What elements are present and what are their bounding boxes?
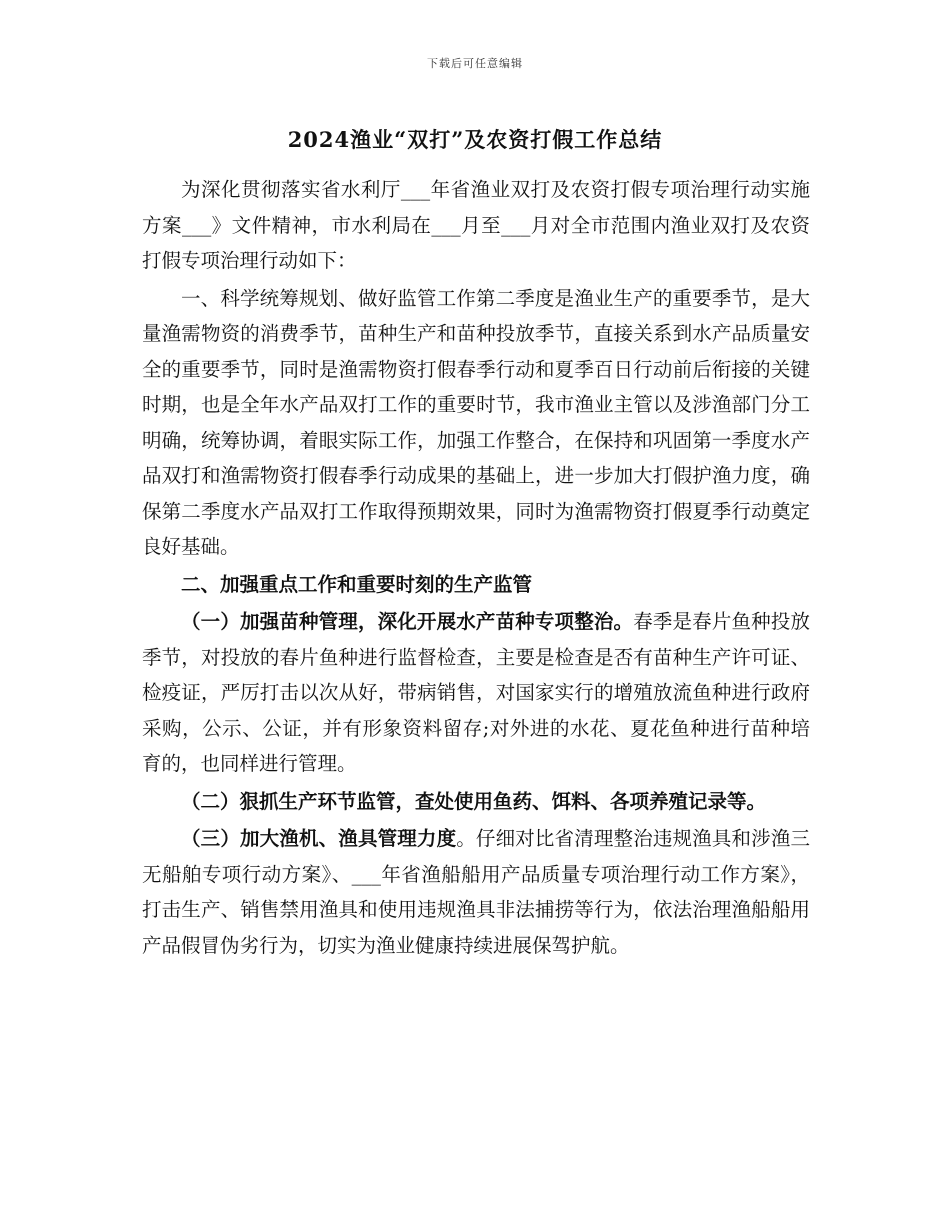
paragraph-intro: 为深化贯彻落实省水利厅___年省渔业双打及农资打假专项治理行动实施方案___》文件精神，市水利局在___月至___月对全市范围内渔业双打及农资打假专项治理行动如下： (142, 178, 810, 272)
paragraph-subsection-2: （二）狠抓生产环节监管，查处使用鱼药、饵料、各项养殖记录等。 (181, 789, 767, 813)
paragraph-section-1: 一、科学统筹规划、做好监管工作第二季度是渔业生产的重要季节，是大量渔需物资的消费季节，苗种生产和苗种投放季节，直接关系到水产品质量安全的重要季节，同时是渔需物资打假春季行动和夏季百日行动前后衔接的关键时期，也是全年水产品双打工作的重要时节，我市渔业主管以及涉渔部门分工明确，统筹协调，着眼实际工作，加强工作整合，在保持和巩固第一季度水产品双打和渔需物资打假春季行动成果的基础上，进一步加大打假护渔力度，确保第二季度水产品双打工作取得预期效果，同时为渔需物资打假夏季行动奠定良好基础。 (142, 286, 810, 558)
paragraph-subsection-1 (142, 604, 810, 782)
subsection-3-text: 。仔细对比省清理整治违规渔具和涉渔三无船舶专项行动方案》、___年省渔船船用产品质量专项治理行动工作方案》，打击生产、销售禁用渔具和使用违规渔具非法捕捞等行为，依法治理渔船船用产品假冒伪劣行为，切实为渔业健康持续进展保驾护航。 (142, 827, 810, 957)
paragraph-subsection-3 (142, 821, 810, 963)
document-title: 2024渔业“双打”及农资打假工作总结 (287, 127, 663, 152)
header-note: 下载后可任意编辑 (427, 57, 523, 70)
subsection-1-text: 春季是春片鱼种投放季节，对投放的春片鱼种进行监督检查，主要是检查是否有苗种生产许可证、检疫证，严厉打击以次从好，带病销售，对国家实行的增殖放流鱼种进行政府采购，公示、公证，并有形象资料留存;对外进的水花、夏花鱼种进行苗种培育的，也同样进行管理。 (142, 610, 810, 775)
subsection-1-heading: （一）加强苗种管理，深化开展水产苗种专项整治。 (181, 610, 634, 633)
section-heading-2: 二、加强重点工作和重要时刻的生产监管 (181, 572, 533, 596)
subsection-3-heading: （三）加大渔机、渔具管理力度 (181, 827, 457, 850)
document-body (142, 172, 810, 963)
